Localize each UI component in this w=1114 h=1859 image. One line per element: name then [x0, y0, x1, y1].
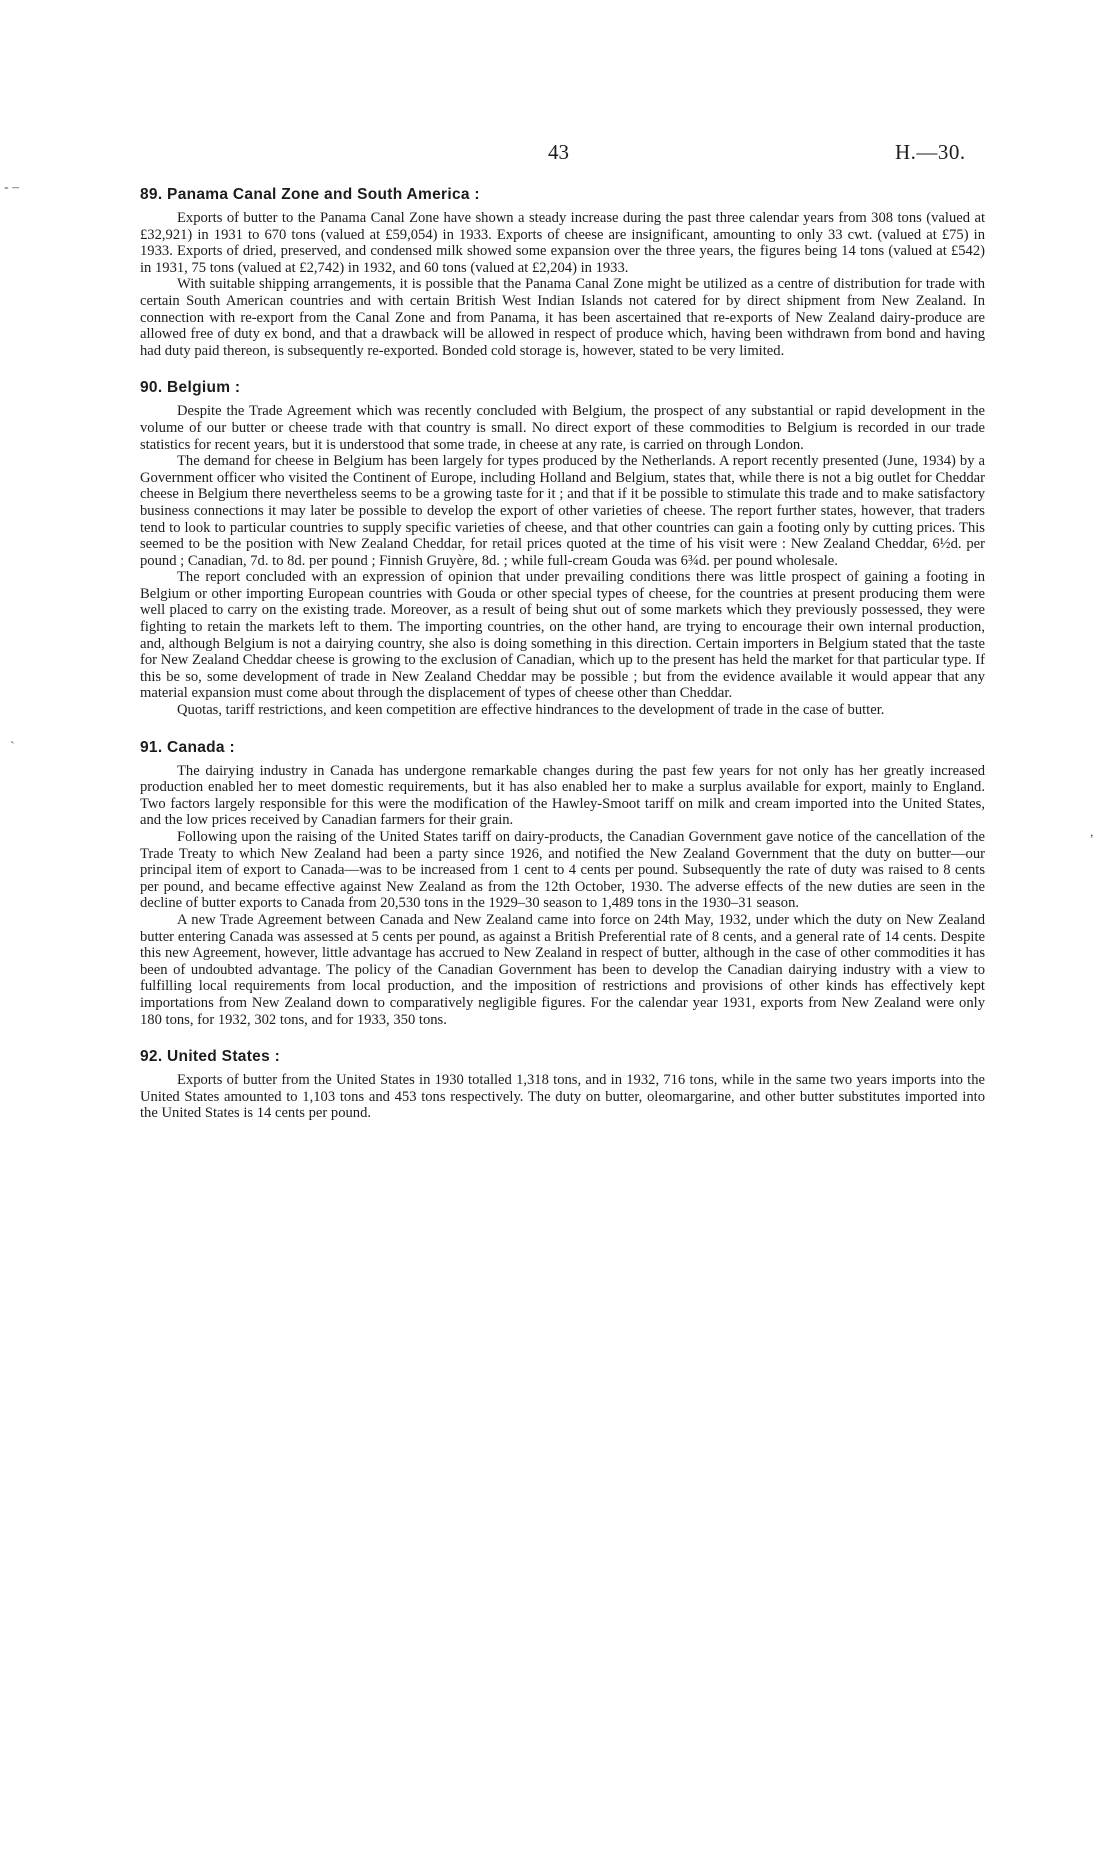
margin-mark-top-left: - – [4, 180, 20, 195]
section-heading: 89. Panama Canal Zone and South America : [140, 186, 480, 203]
section-heading: 91. Canada : [140, 738, 235, 756]
paragraph: Following upon the raising of the United States tariff on dairy-products, the Canadian Government gave notice of the cancellation of the Trade Treaty to which New Zealand had been a party since 1926, and notified the New Zealand Government that the duty on butter—our principal item of export to Canada—was to be increased from 1 cent to 4 cents per pound. Subsequently the rate of duty was raised to 8 cents per pound, and became effective against New Zealand as from the 12th October, 1930. The adverse effects of the new duties are seen in the decline of butter exports to Canada from 20,530 tons in the 1929–30 season to 1,489 tons in the 1930–31 season. [140, 829, 985, 912]
page-number: 43 [548, 140, 569, 164]
paragraph: Exports of butter from the United States in 1930 totalled 1,318 tons, and in 1932, 716 tons, while in the same two years imports into the United States amounted to 1,103 tons and 453 tons respectively. The duty on butter, oleomargarine, and other butter substitutes imported into the United States is 14 cents per pound. [140, 1072, 985, 1122]
paragraph: The dairying industry in Canada has undergone remarkable changes during the past few years for not only has her greatly increased production enabled her to meet domestic requirements, but it has also enabled her to make a surplus available for export, mainly to England. Two factors largely responsible for this were the modification of the Hawley-Smoot tariff on milk and cream imported into the United States, and the low prices received by Canadian farmers for their grain. [140, 762, 985, 829]
document-body [140, 186, 985, 1142]
paragraph: Despite the Trade Agreement which was recently concluded with Belgium, the prospect of any substantial or rapid development in the volume of our butter or cheese trade with that country is small. No direct export of these commodities to Belgium is recorded in our trade statistics for recent years, but it is understood that some trade, in cheese at any rate, is carried on through London. [140, 403, 985, 453]
margin-mark-mid-left: ` [10, 740, 15, 755]
paragraph: With suitable shipping arrangements, it is possible that the Panama Canal Zone might be utilized as a centre of distribution for trade with certain South American countries and with certain British West Indian Islands not catered for by direct shipment from New Zealand. In connection with re-export from the Canal Zone and from Panama, it has been ascertained that re-exports of New Zealand dairy-produce are allowed free of duty ex bond, and that a drawback will be allowed in respect of produce which, having been withdrawn from bond and having had duty paid thereon, is subsequently re-exported. Bonded cold storage is, however, stated to be very limited. [140, 276, 985, 359]
paragraph: Quotas, tariff restrictions, and keen competition are effective hindrances to the development of trade in the case of butter. [177, 702, 885, 719]
section-canada [140, 739, 985, 1029]
paragraph: The demand for cheese in Belgium has been largely for types produced by the Netherlands. A report recently presented (June, 1934) by a Government officer who visited the Continent of Europe, including Holland and Belgium, states that, while there is not a big outlet for Cheddar cheese in Belgium there nevertheless seems to be a growing taste for it ; and that if it be possible to stimulate this trade and to make satisfactory business connections it may later be possible to develop the export of other varieties of cheese. The report further states, however, that traders tend to look to particular countries to supply specific varieties of cheese, and that other countries can gain a footing only by cutting prices. This seemed to be the position with New Zealand Cheddar, for retail prices quoted at the time of his visit were : New Zealand Cheddar, 6½d. per pound ; Canadian, 7d. to 8d. per pound ; Finnish Gruyère, 8d. ; while full-cream Gouda was 6¾d. per pound wholesale. [140, 453, 985, 569]
document-reference: H.—30. [895, 140, 966, 164]
section-belgium [140, 379, 985, 718]
section-united-states [140, 1048, 985, 1122]
paragraph: The report concluded with an expression of opinion that under prevailing conditions there was little prospect of gaining a footing in Belgium or other importing European countries with Gouda or other special types of cheese, for the countries at present producing them were well placed to carry on the existing trade. Moreover, as a result of being shut out of some markets which they previously possessed, they were fighting to retain the markets left to them. The importing countries, on the other hand, are trying to encourage their own internal production, and, although Belgium is not a dairying country, she also is doing something in this direction. Certain importers in Belgium stated that the taste for New Zealand Cheddar cheese is growing to the exclusion of Canadian, which up to the present has held the market for that particular type. If this be so, some development of trade in New Zealand Cheddar may be possible ; but from the evidence available it would appear that any material expansion must come about through the displacement of types of cheese other than Cheddar. [140, 569, 985, 702]
paragraph: Exports of butter to the Panama Canal Zone have shown a steady increase during the past three calendar years from 308 tons (valued at £32,921) in 1931 to 670 tons (valued at £59,054) in 1933. Exports of cheese are insignificant, amounting to only 33 cwt. (valued at £75) in 1933. Exports of dried, preserved, and condensed milk showed some expansion over the three years, the figures being 14 tons (valued at £542) in 1931, 75 tons (valued at £2,742) in 1932, and 60 tons (valued at £2,204) in 1933. [140, 210, 985, 276]
section-panama-canal-zone [140, 186, 985, 359]
paragraph: A new Trade Agreement between Canada and New Zealand came into force on 24th May, 1932, under which the duty on New Zealand butter entering Canada was assessed at 5 cents per pound, as against a British Preferential rate of 8 cents, and a general rate of 14 cents. Despite this new Agreement, however, little advantage has accrued to New Zealand in respect of butter, although in the case of other commodities it has been of undoubted advantage. The policy of the Canadian Government has been to develop the Canadian dairying industry with a view to fulfilling local requirements from local production, and the imposition of restrictions and provisions of other kinds has effectively kept importations from New Zealand down to comparatively negligible figures. For the calendar year 1931, exports from New Zealand were only 180 tons, for 1932, 302 tons, and for 1933, 350 tons. [140, 911, 985, 1028]
section-heading: 90. Belgium : [140, 379, 241, 397]
section-heading: 92. United States : [140, 1048, 281, 1066]
margin-mark-mid-right: , [1090, 825, 1094, 840]
